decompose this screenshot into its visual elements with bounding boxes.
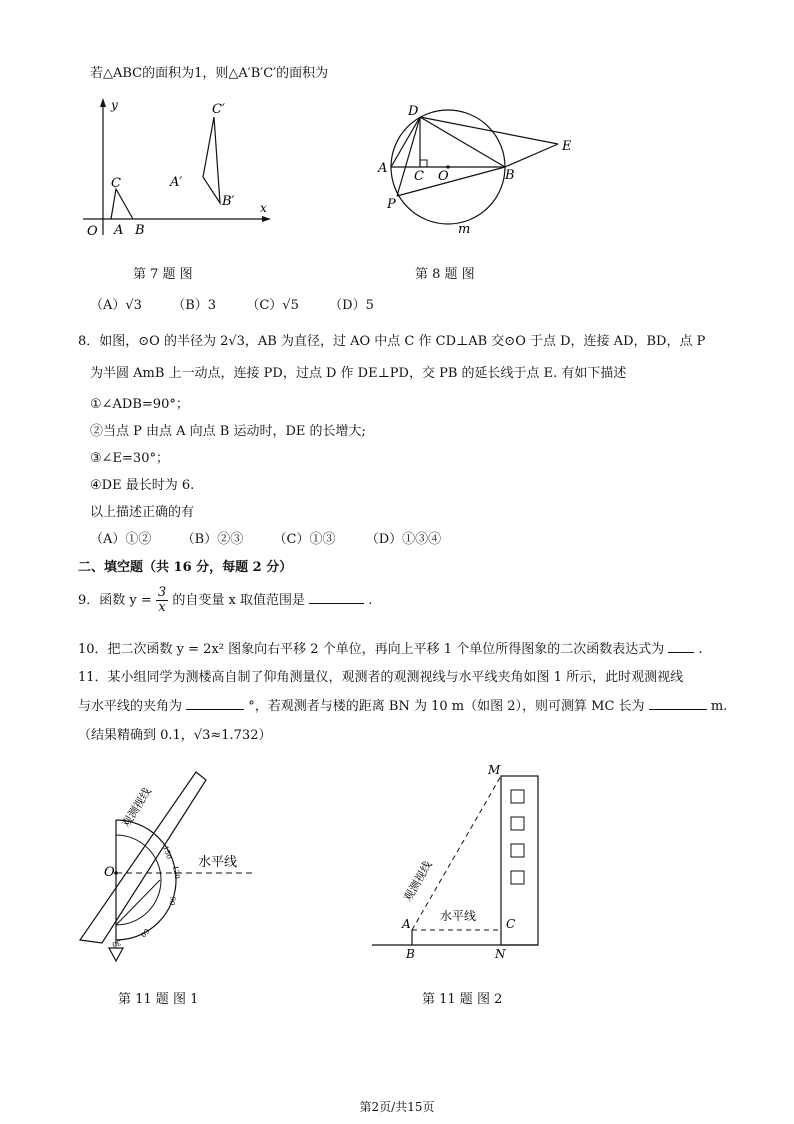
q11-figure2-caption: 第 11 题 图 2 bbox=[422, 992, 503, 1007]
q11-line2-a: 与水平线的夹角为 bbox=[78, 699, 183, 714]
figure-q8 bbox=[372, 98, 592, 240]
label-O: O bbox=[87, 224, 98, 239]
tick-30: 30 bbox=[110, 938, 123, 949]
label-horizontal: 水平线 bbox=[440, 909, 477, 923]
label-y: y bbox=[111, 98, 118, 112]
label-A-prime: A′ bbox=[170, 175, 183, 190]
tick-150: 150 bbox=[161, 844, 174, 861]
q8-line2: 为半圆 AmB 上一动点，连接 PD，过点 D 作 DE⊥PD，交 PB 的延长线于点 E. 有如下描述 bbox=[90, 366, 627, 381]
q8-options bbox=[90, 528, 441, 547]
q7-option-c: （C）√5 bbox=[246, 298, 299, 313]
q9 bbox=[78, 586, 372, 615]
page-footer: 第2页/共15页 bbox=[359, 1100, 435, 1114]
q7-option-a: （A）√3 bbox=[90, 298, 142, 313]
label-B: B bbox=[505, 168, 515, 183]
q9-fraction bbox=[156, 586, 168, 615]
label-O: O bbox=[104, 865, 115, 880]
q8-option-b: （B）②③ bbox=[181, 532, 244, 547]
tick-60: 60 bbox=[138, 926, 151, 939]
q11-angle-blank[interactable] bbox=[186, 696, 244, 710]
label-B: B bbox=[406, 947, 415, 961]
tick-90: 90 bbox=[167, 895, 177, 906]
q10-answer-blank[interactable] bbox=[668, 639, 694, 653]
figure-q11-2 bbox=[368, 762, 568, 962]
q11-line3: （结果精确到 0.1，√3≈1.732） bbox=[78, 728, 272, 743]
tick-120: 120 bbox=[171, 864, 182, 880]
q9-answer-blank[interactable] bbox=[309, 590, 364, 604]
label-A: A bbox=[114, 223, 124, 238]
q8-item-3: ③∠E=30°； bbox=[90, 451, 169, 466]
q11-length-blank[interactable] bbox=[649, 696, 707, 710]
label-C-prime: C′ bbox=[212, 102, 225, 117]
label-E: E bbox=[562, 139, 572, 154]
label-C: C bbox=[111, 176, 121, 191]
q7-options bbox=[90, 294, 374, 313]
q7-stem: 若△ABC的面积为1，则△A′B′C′的面积为 bbox=[90, 66, 329, 81]
label-x: x bbox=[260, 201, 267, 215]
q11-line2 bbox=[78, 695, 727, 714]
label-B-prime: B′ bbox=[222, 194, 235, 209]
label-C: C bbox=[414, 169, 424, 184]
label-sight: 观测视线 bbox=[401, 858, 435, 904]
figure-q11-1 bbox=[70, 768, 280, 968]
q11-line2-b: °，若观测者与楼的距离 BN 为 10 m（如图 2），则可测算 MC 长为 bbox=[248, 699, 645, 714]
label-B: B bbox=[135, 223, 145, 238]
q11-figure1-caption: 第 11 题 图 1 bbox=[118, 992, 199, 1007]
q7-figure-caption: 第 7 题 图 bbox=[133, 267, 193, 282]
q9-prefix: 9．函数 y = bbox=[78, 593, 152, 608]
q8-item-2: ②当点 P 由点 A 向点 B 运动时，DE 的长增大; bbox=[90, 424, 366, 439]
q8-option-a: （A）①② bbox=[90, 532, 152, 547]
label-O: O bbox=[438, 169, 449, 184]
label-m: m bbox=[458, 222, 471, 237]
figure-q7 bbox=[78, 95, 278, 245]
q8-item-4: ④DE 最长时为 6. bbox=[90, 478, 195, 493]
q9-suffix: 的自变量 x 取值范围是 bbox=[172, 593, 305, 608]
q8-option-c: （C）①③ bbox=[273, 532, 336, 547]
q7-option-b: （B）3 bbox=[172, 298, 217, 313]
q7-option-d: （D）5 bbox=[329, 298, 374, 313]
q8-figure-caption: 第 8 题 图 bbox=[415, 267, 475, 282]
label-A: A bbox=[378, 161, 388, 176]
q10-end: . bbox=[698, 642, 703, 657]
q10-text: 10．把二次函数 y = 2x² 图象向右平移 2 个单位，再向上平移 1 个单位所得图象的二次函数表达式为 bbox=[78, 642, 665, 657]
q9-denominator: x bbox=[158, 600, 166, 615]
label-A: A bbox=[402, 917, 411, 931]
q9-end: . bbox=[368, 593, 373, 608]
label-sight: 观测视线 bbox=[119, 785, 154, 830]
label-D: D bbox=[408, 104, 419, 119]
q8-item-1: ①∠ADB=90°； bbox=[90, 397, 189, 412]
section-2-title: 二、填空题（共 16 分，每题 2 分） bbox=[78, 560, 293, 575]
q11-line2-c: m. bbox=[710, 699, 728, 714]
q8-summary: 以上描述正确的有 bbox=[90, 505, 195, 520]
label-P: P bbox=[387, 197, 396, 212]
q10 bbox=[78, 638, 703, 657]
q8-option-d: （D）①③④ bbox=[365, 532, 442, 547]
label-horizontal: 水平线 bbox=[198, 855, 238, 870]
label-N: N bbox=[495, 947, 506, 961]
label-C: C bbox=[506, 917, 516, 931]
q8-line1: 8．如图，⊙O 的半径为 2√3，AB 为直径，过 AO 中点 C 作 CD⊥AB 交⊙O 于点 D，连接 AD，BD，点 P bbox=[78, 334, 706, 349]
q11-line1: 11．某小组同学为测楼高自制了仰角测量仪，观测者的观测视线与水平线夹角如图 1 所示，此时观测视线 bbox=[78, 670, 684, 685]
label-M: M bbox=[488, 763, 501, 777]
q9-numerator: 3 bbox=[157, 585, 167, 600]
